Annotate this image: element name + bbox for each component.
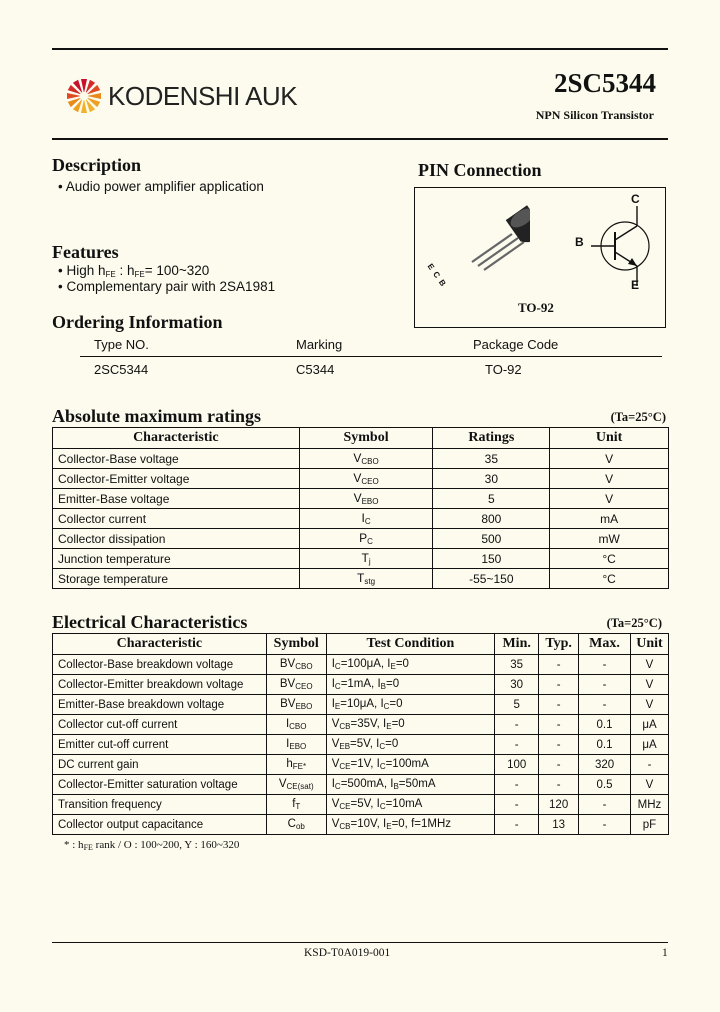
abs-unit: °C xyxy=(550,569,669,589)
elec-condition: (Ta=25°C) xyxy=(606,616,662,630)
elec-test-condition: $I_C=500mA$, $I_B=50mA$ xyxy=(326,775,495,795)
elec-typ: - xyxy=(539,675,579,695)
elec-max: 0.1 xyxy=(579,735,631,755)
elec-symbol: $V_{CE(sat)}$ xyxy=(266,775,326,795)
abs-rating: 5 xyxy=(433,489,550,509)
elec-typ: - xyxy=(539,755,579,775)
table-row xyxy=(53,449,669,469)
elec-header-min: Min. xyxy=(495,634,539,655)
abs-header-unit: Unit xyxy=(550,428,669,449)
abs-characteristic: Storage temperature xyxy=(53,569,300,589)
ordering-marking-value: C5344 xyxy=(296,362,335,377)
page-number: 1 xyxy=(662,947,668,959)
elec-header-unit: Unit xyxy=(630,634,668,655)
elec-typ: 120 xyxy=(539,795,579,815)
table-row xyxy=(53,755,669,775)
hfe-rank-footnote xyxy=(64,839,239,852)
table-row xyxy=(53,509,669,529)
feature-hfe-range: = 100~320 xyxy=(144,263,210,278)
features-title: Features xyxy=(52,242,119,262)
abs-characteristic: Emitter-Base voltage xyxy=(53,489,300,509)
elec-min: 5 xyxy=(495,695,539,715)
abs-max-title: Absolute maximum ratings xyxy=(52,406,262,426)
elec-unit: - xyxy=(630,755,668,775)
feature-hfe-mid: : h xyxy=(115,263,135,278)
elec-min: 30 xyxy=(495,675,539,695)
elec-header-max: Max. xyxy=(579,634,631,655)
elec-header-condition: Test Condition xyxy=(326,634,495,655)
abs-symbol: $T_{stg}$ xyxy=(299,569,433,589)
feature-item-complementary: • Complementary pair with 2SA1981 xyxy=(58,279,276,294)
footnote-prefix: * : h xyxy=(64,839,84,851)
feature-hfe-prefix: High h xyxy=(66,263,106,278)
elec-min: - xyxy=(495,715,539,735)
elec-unit: pF xyxy=(630,815,668,835)
pin-connection-title: PIN Connection xyxy=(418,160,542,180)
abs-symbol: $T_j$ xyxy=(299,549,433,569)
elec-title: Electrical Characteristics xyxy=(52,612,248,632)
elec-characteristic: Transition frequency xyxy=(53,795,267,815)
abs-symbol: $I_C$ xyxy=(299,509,433,529)
elec-test-condition: $I_E=10\mu A$, $I_C=0$ xyxy=(326,695,495,715)
abs-characteristic: Collector current xyxy=(53,509,300,529)
pin-label-c: C xyxy=(631,192,640,206)
elec-unit: V xyxy=(630,695,668,715)
pin-connection-box xyxy=(414,187,666,328)
feature-hfe-sub2: FE xyxy=(134,270,145,279)
table-row xyxy=(53,795,669,815)
abs-header-characteristic: Characteristic xyxy=(53,428,300,449)
abs-symbol: $V_{EBO}$ xyxy=(299,489,433,509)
table-row xyxy=(53,489,669,509)
ordering-header-package: Package Code xyxy=(473,337,559,352)
abs-unit: °C xyxy=(550,549,669,569)
elec-unit: μA xyxy=(630,715,668,735)
elec-characteristic: Emitter-Base breakdown voltage xyxy=(53,695,267,715)
package-label: TO-92 xyxy=(518,300,554,315)
abs-characteristic: Collector-Base voltage xyxy=(53,449,300,469)
elec-typ: - xyxy=(539,695,579,715)
abs-max-header-row xyxy=(53,428,669,449)
description-item-text: Audio power amplifier application xyxy=(65,179,264,194)
elec-max: - xyxy=(579,815,631,835)
lead-letters: E C B xyxy=(425,262,449,289)
ordering-package-value: TO-92 xyxy=(485,362,522,377)
abs-header-ratings: Ratings xyxy=(433,428,550,449)
elec-unit: V xyxy=(630,675,668,695)
ordering-title: Ordering Information xyxy=(52,312,223,332)
elec-min: 35 xyxy=(495,655,539,675)
elec-unit: V xyxy=(630,775,668,795)
elec-symbol: $BV_{CBO}$ xyxy=(266,655,326,675)
table-row xyxy=(53,775,669,795)
abs-symbol: $V_{CBO}$ xyxy=(299,449,433,469)
abs-rating: -55~150 xyxy=(433,569,550,589)
elec-test-condition: $V_{CB}=35V$, $I_E=0$ xyxy=(326,715,495,735)
elec-unit: V xyxy=(630,655,668,675)
elec-symbol: $BV_{EBO}$ xyxy=(266,695,326,715)
elec-max: - xyxy=(579,655,631,675)
table-row xyxy=(53,735,669,755)
elec-symbol: $I_{CBO}$ xyxy=(266,715,326,735)
pin-label-b: B xyxy=(575,235,584,249)
elec-test-condition: $V_{CE}=5V$, $I_C=10mA$ xyxy=(326,795,495,815)
pin-label-e: E xyxy=(631,278,640,292)
abs-rating: 30 xyxy=(433,469,550,489)
part-number: 2SC5344 xyxy=(553,68,656,98)
table-row xyxy=(53,815,669,835)
table-row xyxy=(53,675,669,695)
elec-typ: - xyxy=(539,655,579,675)
table-row xyxy=(53,655,669,675)
abs-unit: V xyxy=(550,449,669,469)
elec-min: - xyxy=(495,815,539,835)
feature-item-hfe: • High $h_{FE}$ : $h_{FE}=$ 100~320 xyxy=(58,263,210,279)
part-subtitle: NPN Silicon Transistor xyxy=(535,108,654,122)
abs-max-table xyxy=(52,427,669,589)
company-name: KODENSHI AUK xyxy=(108,81,298,111)
abs-unit: V xyxy=(550,469,669,489)
elec-max: 0.1 xyxy=(579,715,631,735)
abs-rating: 150 xyxy=(433,549,550,569)
footer-rule xyxy=(52,942,668,943)
ordering-type-value: 2SC5344 xyxy=(94,362,149,377)
elec-typ: - xyxy=(539,775,579,795)
company-logo xyxy=(64,76,304,116)
top-rule xyxy=(52,48,668,50)
elec-typ: - xyxy=(539,715,579,735)
elec-characteristic: Collector-Base breakdown voltage xyxy=(53,655,267,675)
elec-header-row xyxy=(53,634,669,655)
feature-complementary-text: Complementary pair with 2SA1981 xyxy=(66,279,276,294)
elec-typ: - xyxy=(539,735,579,755)
abs-header-symbol: Symbol xyxy=(299,428,433,449)
elec-max: 0.5 xyxy=(579,775,631,795)
elec-characteristic: Collector-Emitter breakdown voltage xyxy=(53,675,267,695)
elec-symbol: $I_{EBO}$ xyxy=(266,735,326,755)
elec-characteristic: Emitter cut-off current xyxy=(53,735,267,755)
footnote-sub: FE xyxy=(83,843,93,852)
abs-characteristic: Collector dissipation xyxy=(53,529,300,549)
elec-header-typ: Typ. xyxy=(539,634,579,655)
table-row xyxy=(53,569,669,589)
elec-symbol: $C_{ob}$ xyxy=(266,815,326,835)
elec-test-condition: $I_C=100\mu A$, $I_E=0$ xyxy=(326,655,495,675)
elec-symbol: $f_T$ xyxy=(266,795,326,815)
table-row xyxy=(53,469,669,489)
elec-min: - xyxy=(495,735,539,755)
elec-max: - xyxy=(579,795,631,815)
elec-characteristic: Collector-Emitter saturation voltage xyxy=(53,775,267,795)
elec-test-condition: $V_{EB}=5V$, $I_C=0$ xyxy=(326,735,495,755)
table-row xyxy=(53,529,669,549)
npn-symbol-icon xyxy=(583,204,663,294)
elec-unit: μA xyxy=(630,735,668,755)
header-rule xyxy=(52,138,668,140)
abs-max-condition: (Ta=25°C) xyxy=(610,410,666,424)
abs-rating: 35 xyxy=(433,449,550,469)
elec-symbol: $BV_{CEO}$ xyxy=(266,675,326,695)
abs-symbol: $P_C$ xyxy=(299,529,433,549)
ordering-header-marking: Marking xyxy=(296,337,343,352)
elec-test-condition: $V_{CB}=10V$, $I_E=0$, f=1MHz xyxy=(326,815,495,835)
description-item: • Audio power amplifier application xyxy=(58,179,264,194)
logo-sunburst-icon xyxy=(64,76,104,116)
abs-characteristic: Collector-Emitter voltage xyxy=(53,469,300,489)
elec-header-symbol: Symbol xyxy=(266,634,326,655)
abs-rating: 800 xyxy=(433,509,550,529)
ordering-rule xyxy=(80,356,662,357)
feature-hfe-sub: FE xyxy=(105,270,116,279)
elec-test-condition: $I_C=1mA$, $I_B=0$ xyxy=(326,675,495,695)
elec-min: - xyxy=(495,795,539,815)
elec-min: - xyxy=(495,775,539,795)
table-row xyxy=(53,549,669,569)
abs-characteristic: Junction temperature xyxy=(53,549,300,569)
elec-min: 100 xyxy=(495,755,539,775)
abs-rating: 500 xyxy=(433,529,550,549)
elec-max: 320 xyxy=(579,755,631,775)
elec-test-condition: $V_{CE}=1V$, $I_C=100mA$ xyxy=(326,755,495,775)
footnote-rank-text: rank / O : 100~200, Y : 160~320 xyxy=(92,839,240,851)
ordering-header-type: Type NO. xyxy=(94,337,149,352)
elec-max: - xyxy=(579,675,631,695)
elec-unit: MHz xyxy=(630,795,668,815)
elec-characteristic: Collector output capacitance xyxy=(53,815,267,835)
table-row xyxy=(53,715,669,735)
elec-typ: 13 xyxy=(539,815,579,835)
elec-header-characteristic: Characteristic xyxy=(53,634,267,655)
elec-characteristic: DC current gain xyxy=(53,755,267,775)
elec-table xyxy=(52,633,669,835)
document-code: KSD-T0A019-001 xyxy=(304,947,391,959)
description-title: Description xyxy=(52,155,141,175)
abs-symbol: $V_{CEO}$ xyxy=(299,469,433,489)
elec-characteristic: Collector cut-off current xyxy=(53,715,267,735)
elec-symbol: $h_{FE*}$ xyxy=(266,755,326,775)
abs-unit: mW xyxy=(550,529,669,549)
to92-package-icon xyxy=(430,200,530,290)
elec-max: - xyxy=(579,695,631,715)
abs-unit: V xyxy=(550,489,669,509)
table-row xyxy=(53,695,669,715)
abs-unit: mA xyxy=(550,509,669,529)
